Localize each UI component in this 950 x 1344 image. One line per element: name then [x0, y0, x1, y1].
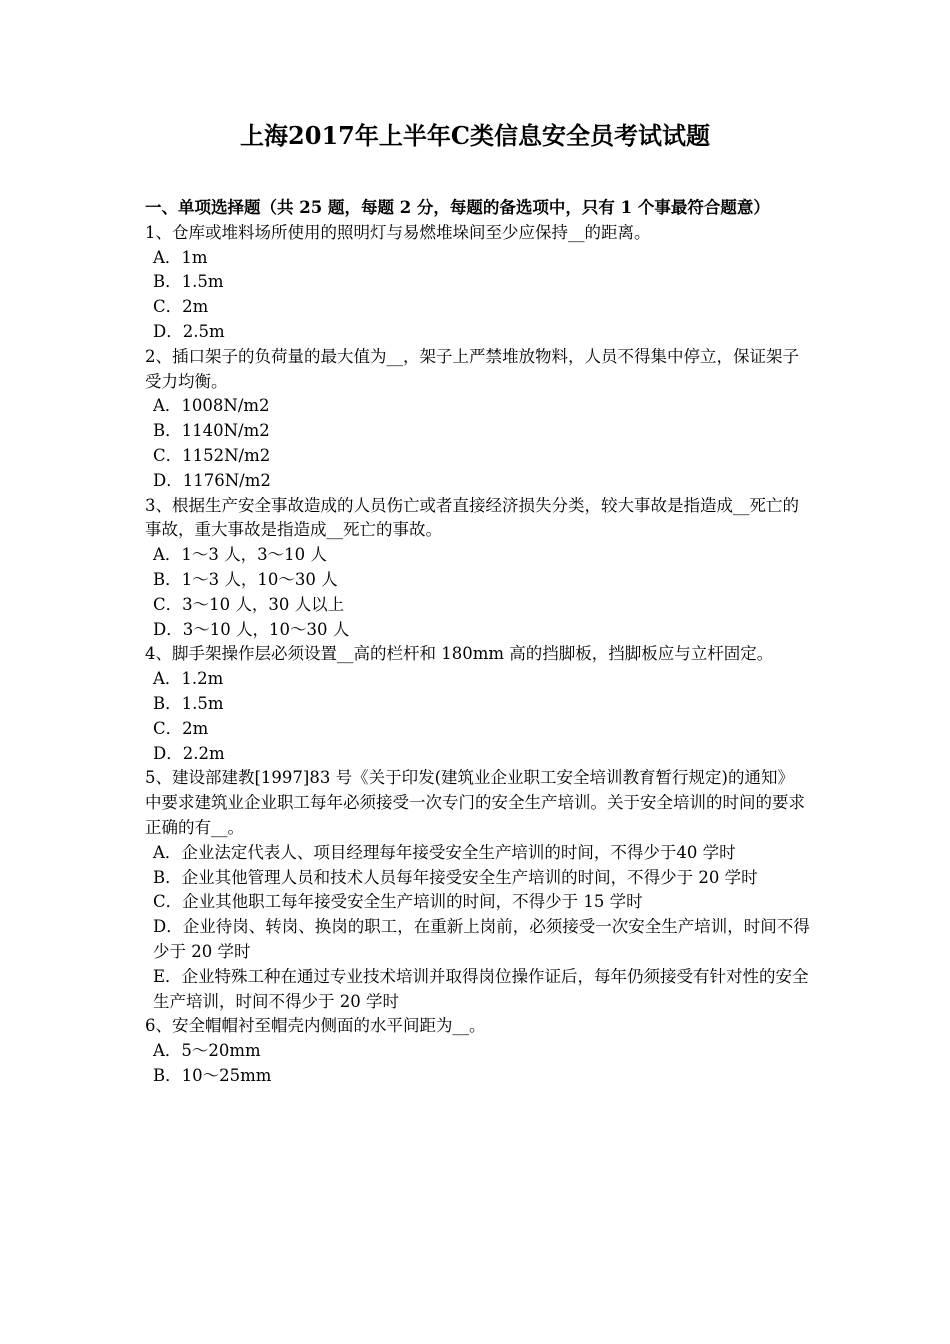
- question-text: 3、根据生产安全事故造成的人员伤亡或者直接经济损失分类，较大事故是指造成__死亡的事故，重大事故是指造成__死亡的事故。: [145, 495, 799, 540]
- option-c: C．2m: [153, 297, 209, 317]
- option-c: C．2m: [153, 718, 209, 738]
- option-d: D．1176N/m2: [153, 470, 271, 490]
- section-heading: 一、单项选择题（共 25 题，每题 2 分，每题的备选项中，只有 1 个事最符合题意）: [145, 198, 770, 217]
- question-text: 4、脚手架操作层必须设置__高的栏杆和 180mm 高的挡脚板，挡脚板应与立杆固定。: [145, 644, 774, 664]
- option-a: A．1008N/m2: [153, 396, 270, 416]
- option-d: D．企业待岗、转岗、换岗的职工，在重新上岗前，必须接受一次安全生产培训，时间不得少于 20 学时: [153, 917, 810, 961]
- question-text: 5、建设部建教[1997]83 号《关于印发(建筑业企业职工安全培训教育暂行规定)的通知》中要求建筑业企业职工每年必须接受一次专门的安全生产培训。关于安全培训的时间的要求正确的有__。: [145, 768, 805, 837]
- question-2: [145, 345, 810, 494]
- page-title: 上海2017年上半年C类信息安全员考试试题: [240, 121, 710, 150]
- option-b: B．1140N/m2: [153, 421, 270, 441]
- option-b: B．1.5m: [153, 272, 224, 292]
- option-a: A．1～3 人，3～10 人: [153, 545, 327, 565]
- option-e: E．企业特殊工种在通过专业技术培训并取得岗位操作证后，每年仍须接受有针对性的安全生产培训，时间不得少于 20 学时: [153, 966, 809, 1011]
- question-4: [145, 642, 810, 766]
- option-c: C．企业其他职工每年接受安全生产培训的时间，不得少于 15 学时: [153, 892, 643, 912]
- question-5: [145, 766, 810, 1014]
- option-d: D．2.2m: [153, 743, 225, 763]
- question-1: [145, 221, 810, 345]
- option-b: B．企业其他管理人员和技术人员每年接受安全生产培训的时间，不得少于 20 学时: [153, 867, 758, 887]
- question-3: [145, 494, 810, 643]
- option-d: D．3～10 人，10～30 人: [153, 619, 350, 639]
- option-a: A．企业法定代表人、项目经理每年接受安全生产培训的时间，不得少于40 学时: [153, 842, 736, 862]
- option-b: B．10～25mm: [153, 1065, 272, 1085]
- exam-content: [145, 196, 810, 1089]
- question-text: 6、安全帽帽衬至帽壳内侧面的水平间距为__。: [145, 1016, 486, 1036]
- option-c: C．1152N/m2: [153, 445, 271, 465]
- question-text: 1、仓库或堆料场所使用的照明灯与易燃堆垛间至少应保持__的距离。: [145, 222, 651, 242]
- option-b: B．1～3 人，10～30 人: [153, 569, 338, 589]
- option-b: B．1.5m: [153, 693, 224, 713]
- option-d: D．2.5m: [153, 321, 225, 341]
- question-text: 2、插口架子的负荷量的最大值为__，架子上严禁堆放物料，人员不得集中停立，保证架子受力均衡。: [145, 346, 799, 391]
- option-a: A．1.2m: [153, 669, 224, 689]
- question-6: [145, 1014, 810, 1088]
- option-a: A．1m: [153, 247, 208, 267]
- option-c: C．3～10 人，30 人以上: [153, 594, 345, 614]
- option-a: A．5～20mm: [153, 1041, 261, 1061]
